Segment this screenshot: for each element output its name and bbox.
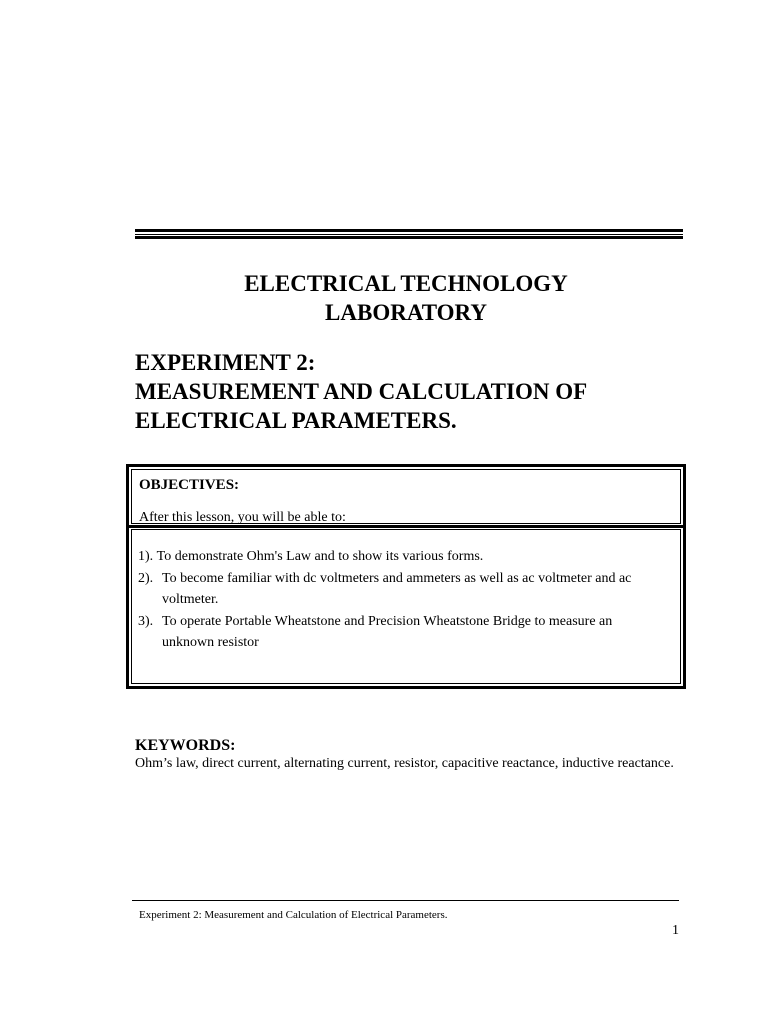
objective-text-line: To become familiar with dc voltmeters and ammeters as well as ac voltmeter and ac [162,570,632,586]
experiment-number: EXPERIMENT 2: [135,350,316,375]
objective-number: 2). [138,570,154,586]
top-double-rule [135,229,683,239]
title-line-1: ELECTRICAL TECHNOLOGY [244,271,568,296]
objectives-heading: OBJECTIVES: [139,477,240,493]
footer-text: Experiment 2: Measurement and Calculation of Electrical Parameters. [139,909,448,921]
keywords-text: Ohm’s law, direct current, alternating current, resistor, capacitive reactance, inductive reactance. [135,756,674,771]
objective-text [162,568,673,611]
objectives-list-cell [131,529,681,684]
objective-item-2 [138,568,673,611]
page-number: 1 [672,923,679,938]
footer-rule [132,900,679,901]
objective-text-line: unknown resistor [162,635,259,650]
document-title [135,269,677,327]
objective-item-3 [138,611,673,654]
keywords-heading: KEYWORDS: [135,737,236,754]
experiment-title-line-2: ELECTRICAL PARAMETERS. [135,408,457,433]
objectives-list [138,546,673,654]
objective-text-line: voltmeter. [162,592,219,607]
objective-text-line: To operate Portable Wheatstone and Precision Wheatstone Bridge to measure an [162,613,613,629]
objective-item-1 [138,546,673,568]
title-line-2: LABORATORY [325,300,487,325]
objectives-box [126,464,686,689]
objective-number: 3). [138,613,154,629]
experiment-heading [135,348,695,435]
objective-text [162,611,673,654]
objective-text: To demonstrate Ohm's Law and to show its various forms. [156,549,484,564]
experiment-title-line-1: MEASUREMENT AND CALCULATION OF [135,379,588,404]
objectives-header-cell [131,469,681,524]
objective-number: 1). [138,549,154,564]
objectives-divider [129,525,683,528]
objectives-intro: After this lesson, you will be able to: [139,510,346,525]
